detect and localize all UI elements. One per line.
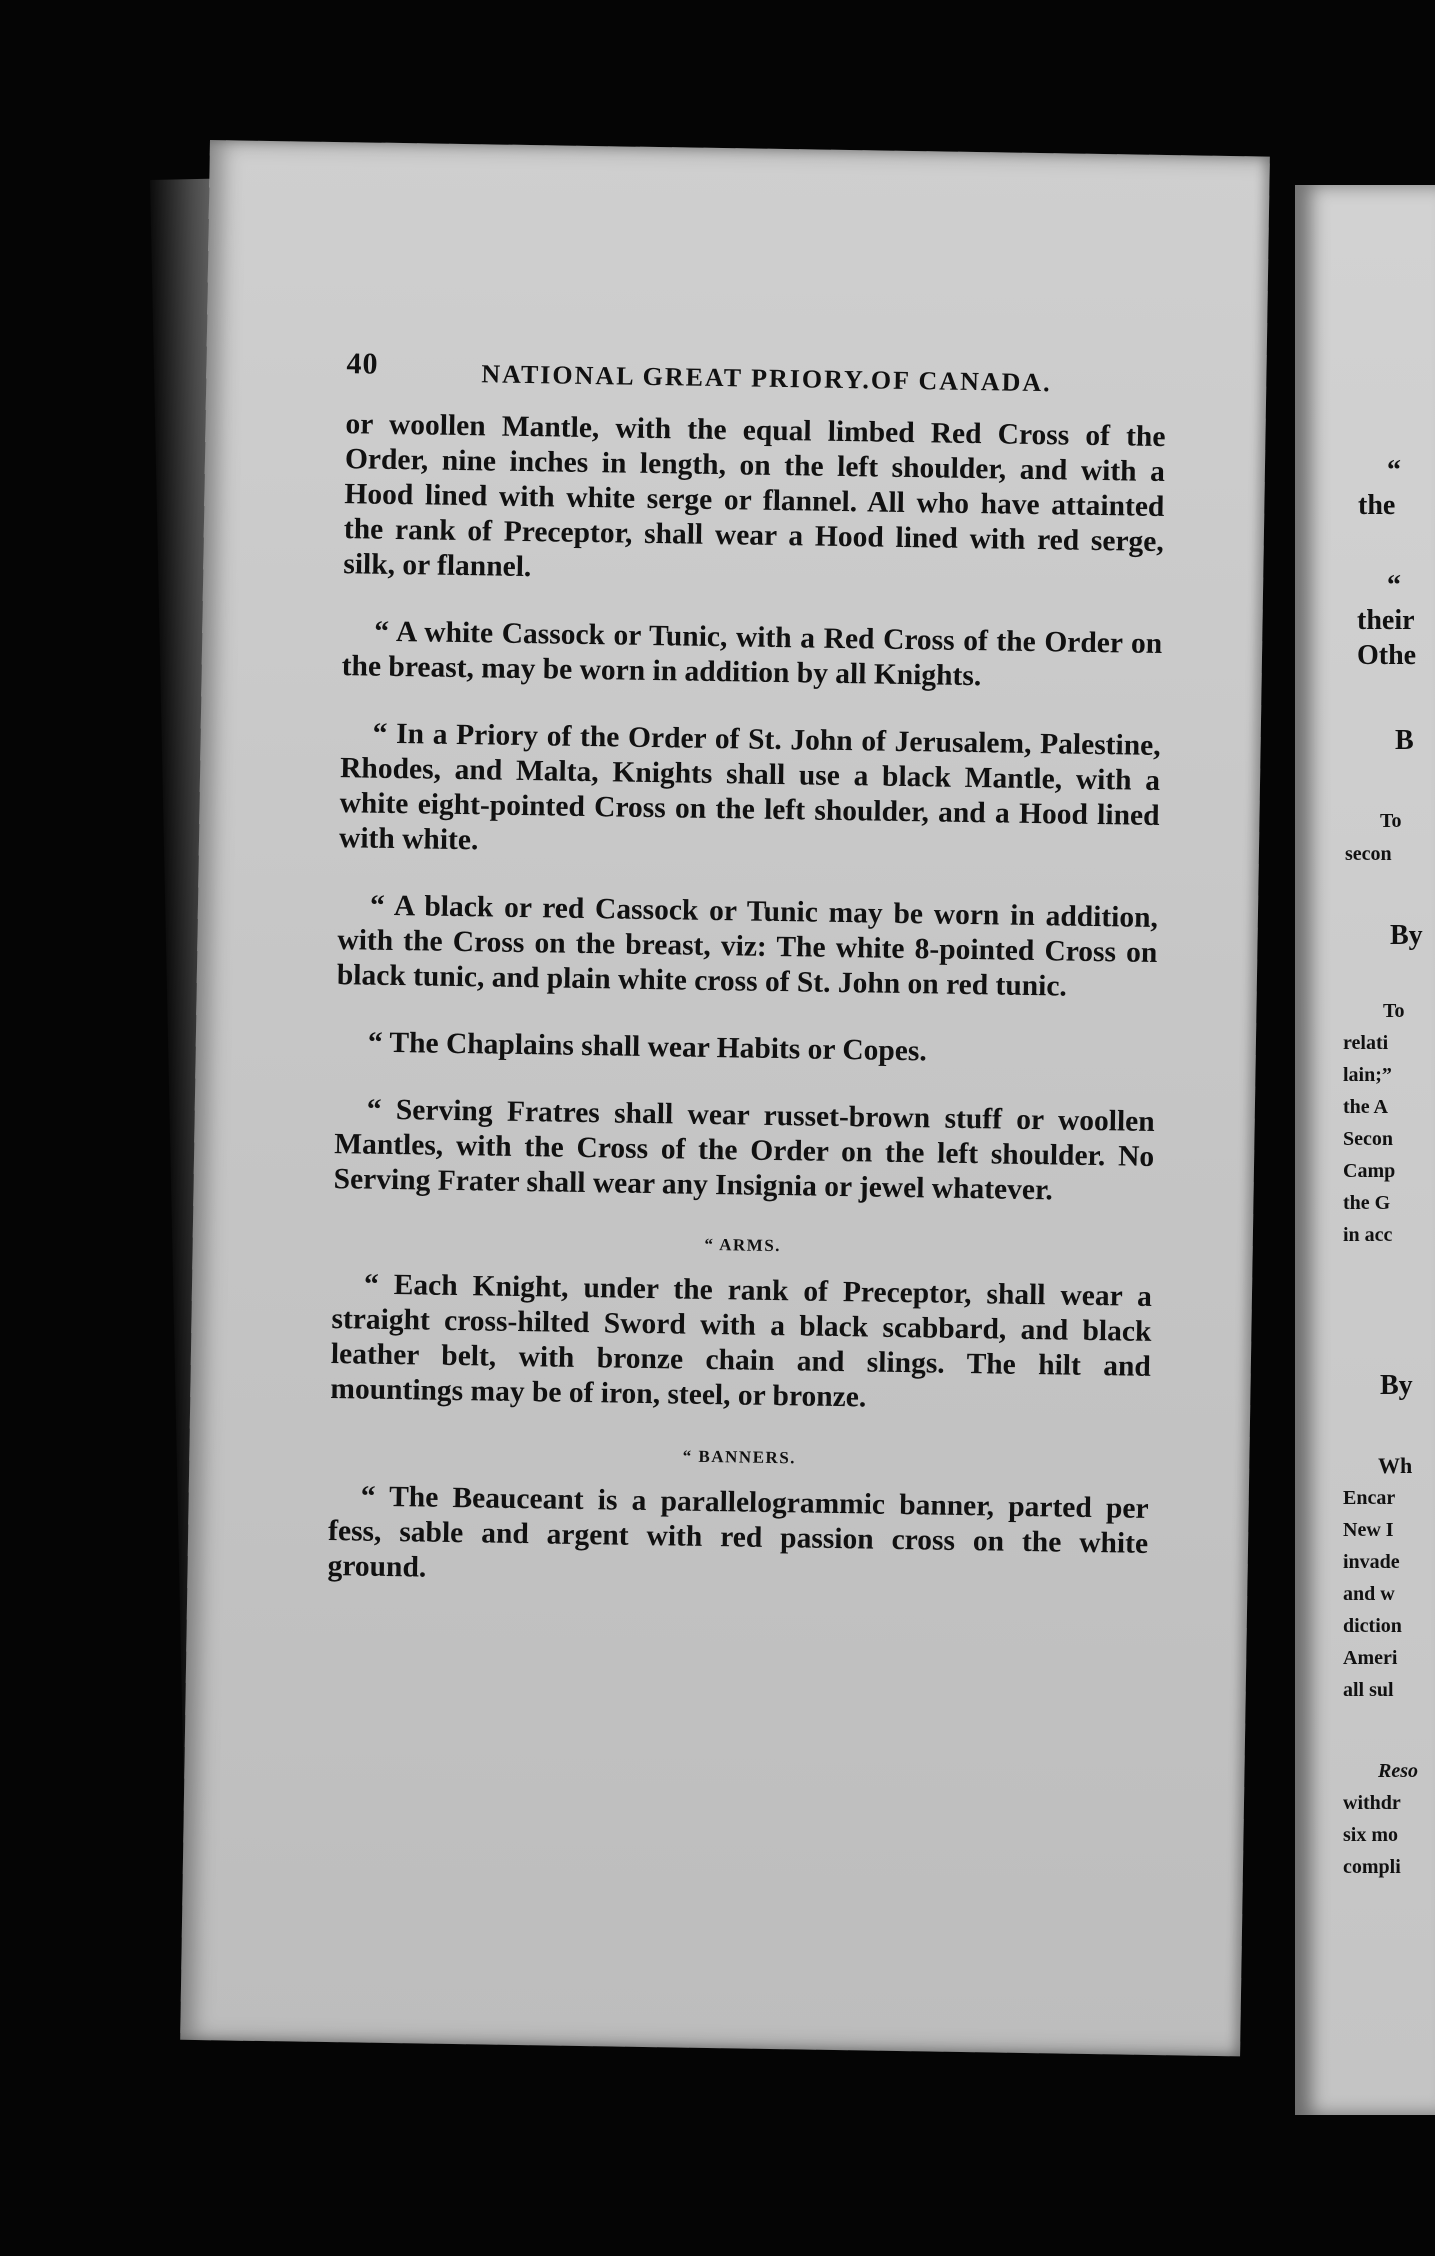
right-fragment: the A <box>1343 1096 1388 1118</box>
paragraph-black-red-cassock: “ A black or red Cassock or Tunic may be worn in addition, with the Cross on the breast, viz: The white 8-pointed Cross on black tunic, and plain white cross of St. John on red tunic. <box>336 889 1159 1003</box>
right-fragment: New I <box>1343 1519 1394 1541</box>
right-fragment: in acc <box>1343 1224 1393 1246</box>
section-heading-banners: “ BANNERS. <box>682 1446 797 1468</box>
right-fragment: By <box>1390 920 1423 951</box>
right-fragment: their <box>1357 605 1415 636</box>
right-fragment: secon <box>1345 843 1392 865</box>
right-fragment: withdr <box>1343 1792 1401 1814</box>
right-fragment: “ <box>1387 455 1401 486</box>
right-fragment: Encar <box>1343 1487 1396 1509</box>
paragraph-st-john-priory: “ In a Priory of the Order of St. John of Jerusalem, Palestine, Rhodes, and Malta, Knights shall use a black Mantle, with a white eight-pointed Cross on the left shoulder, and a Hood lined with white. <box>338 717 1161 857</box>
right-page-edge <box>1295 185 1435 2115</box>
right-fragment: lain;” <box>1343 1064 1392 1086</box>
right-fragment: Ameri <box>1343 1647 1398 1669</box>
right-fragment: diction <box>1343 1615 1402 1637</box>
paragraph-serving-fratres: “ Serving Fratres shall wear russet-brown stuff or woollen Mantles, with the Cross of the Order on the left shoulder. No Serving Frater shall wear any Insignia or jewel whatever. <box>333 1093 1155 1207</box>
section-heading-arms: “ ARMS. <box>704 1234 782 1256</box>
right-fragment: Reso <box>1378 1760 1418 1782</box>
page-text <box>327 347 1167 1629</box>
right-fragment: Camp <box>1343 1160 1396 1182</box>
right-fragment: relati <box>1343 1032 1389 1054</box>
right-fragment: and w <box>1343 1583 1395 1605</box>
right-fragment: B <box>1395 725 1414 756</box>
paragraph-continuation: or woollen Mantle, with the equal limbed Red Cross of the Order, nine inches in length, on the left shoulder, and with a Hood lined with white serge or flannel. All who have attainted the rank of Preceptor, shall wear a Hood lined with red serge, silk, or flannel. <box>343 408 1166 584</box>
right-fragment: Secon <box>1343 1128 1393 1150</box>
left-page <box>180 140 1270 2056</box>
right-fragment: To <box>1380 810 1402 832</box>
page-number: 40 <box>346 347 379 381</box>
right-fragment: six mo <box>1343 1824 1398 1846</box>
right-fragment: the <box>1358 490 1396 521</box>
right-fragment: By <box>1380 1370 1413 1401</box>
page-header <box>346 347 1167 420</box>
right-fragment: To <box>1383 1000 1405 1022</box>
right-fragment: Wh <box>1378 1453 1413 1478</box>
paragraph-banners: “ The Beauceant is a parallelogrammic banner, parted per fess, sable and argent with red passion cross on the white ground. <box>327 1480 1149 1584</box>
paragraph-arms: “ Each Knight, under the rank of Preceptor, shall wear a straight cross-hilted Sword with a black scabbard, and black leather belt, with bronze chain and slings. The hilt and mountings may be of iron, steel, or bronze. <box>330 1268 1153 1414</box>
right-fragment: compli <box>1343 1856 1401 1878</box>
right-fragment: all sul <box>1343 1679 1394 1701</box>
running-head: NATIONAL GREAT PRIORY.OF CANADA. <box>481 359 1052 398</box>
paragraph-cassock: “ A white Cassock or Tunic, with a Red Cross of the Order on the breast, may be worn in addition by all Knights. <box>341 615 1163 693</box>
right-fragment: the G <box>1343 1192 1391 1214</box>
right-fragment: invade <box>1343 1551 1400 1573</box>
paragraph-chaplains: “ The Chaplains shall wear Habits or Copes. <box>367 1026 928 1068</box>
right-fragment: Othe <box>1357 640 1417 671</box>
right-fragment: “ <box>1387 570 1401 601</box>
